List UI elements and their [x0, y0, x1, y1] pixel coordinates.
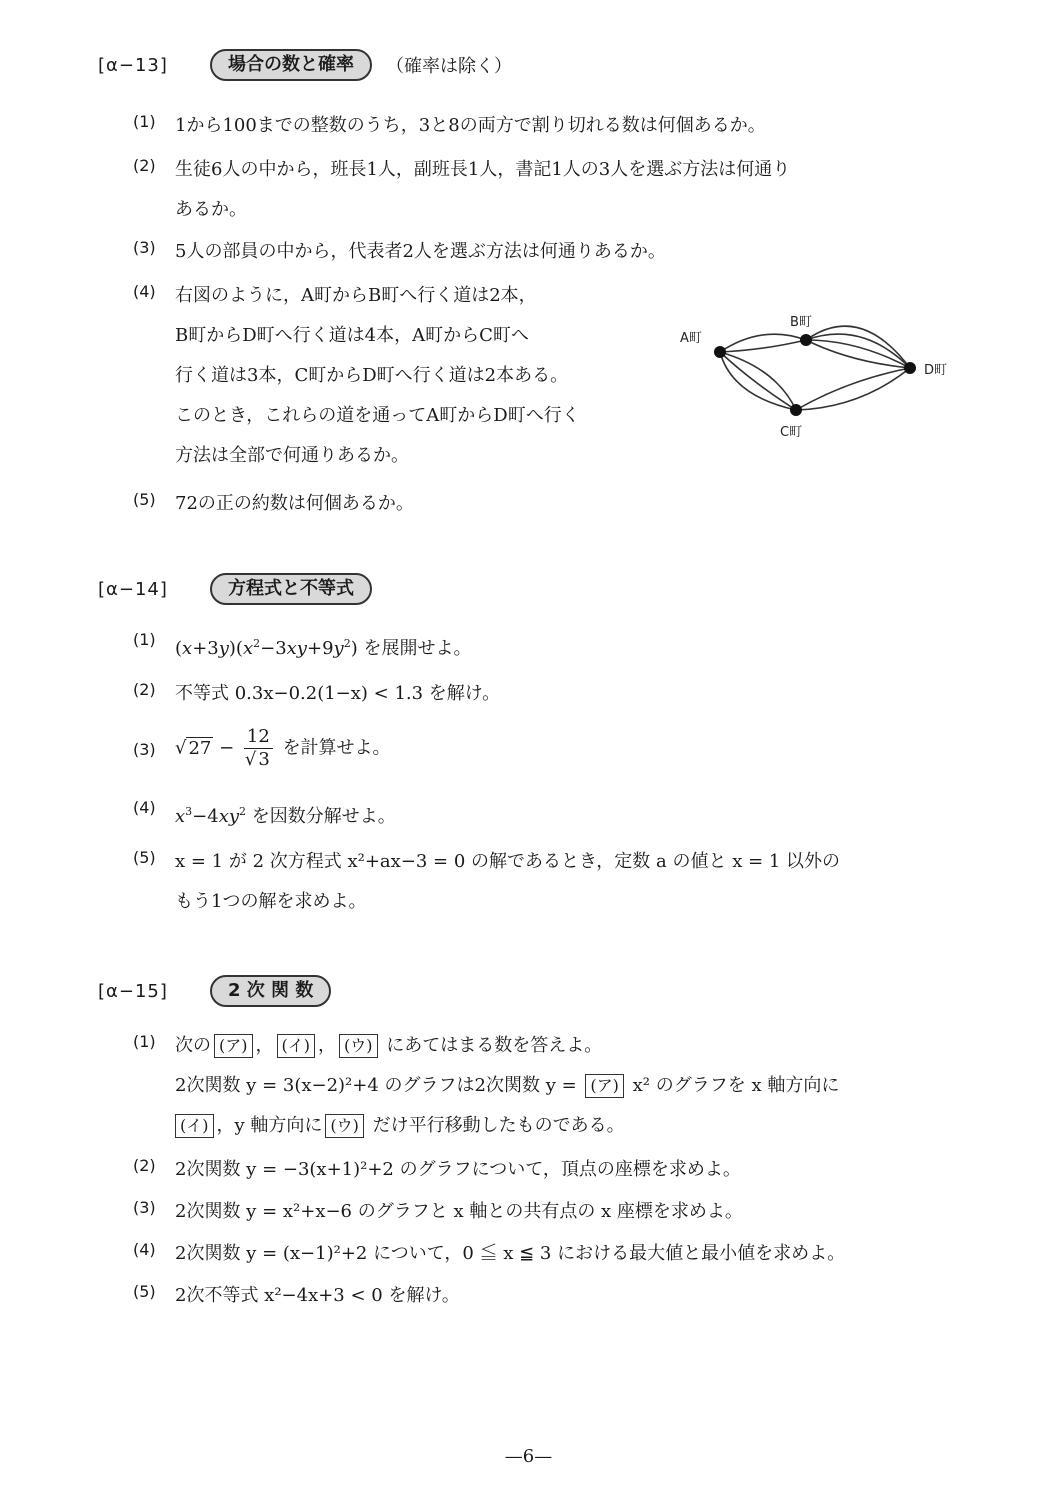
answer-box-u: (ウ) [325, 1114, 364, 1138]
answer-box-u: (ウ) [339, 1034, 378, 1058]
answer-box-i: (イ) [175, 1114, 214, 1138]
problem-number: (4) [133, 798, 156, 817]
road-c-d [796, 368, 910, 410]
section-header-15 [98, 974, 331, 1008]
problem-number: (1) [133, 112, 156, 131]
town-a-label: A町 [680, 331, 702, 346]
problem-text-tail: を計算せよ。 [282, 737, 391, 759]
problem-text: 2次関数 y = (x−1)²+2 について，0 ≦ x ≦ 3 における最大値と最小値を求めよ。 [175, 1243, 846, 1264]
answer-box-a: (ア) [214, 1034, 253, 1058]
road-c-d [796, 368, 910, 410]
road-a-b [720, 340, 806, 352]
problem-number: (1) [133, 630, 156, 649]
problem-text: $(x+3y)(x^2-3xy+9y^2)$ を展開せよ。 [175, 637, 472, 659]
answer-box-i: (イ) [277, 1034, 316, 1058]
town-c-label: C町 [780, 425, 803, 440]
problem-text: あるか。 [175, 199, 247, 220]
problem-text: このとき，これらの道を通ってA町からD町へ行く [175, 405, 580, 426]
text: x² のグラフを x 軸方向に [632, 1075, 840, 1096]
fraction-numerator: 12 [244, 726, 273, 749]
answer-box-a: (ア) [585, 1074, 624, 1098]
problem-text: 2次関数 y = x²+x−6 のグラフと x 軸との共有点の x 座標を求めよ。 [175, 1201, 743, 1222]
problem-text: 1から100までの整数のうち，3と8の両方で割り切れる数は何個あるか。 [175, 115, 766, 136]
problem-text: 5人の部員の中から，代表者2人を選ぶ方法は何通りあるか。 [175, 241, 666, 262]
town-d-node [904, 362, 916, 374]
road-network-diagram [680, 310, 970, 450]
text: にあてはまる数を答えよ。 [386, 1035, 603, 1056]
problem-number: (3) [133, 238, 156, 257]
problem-number: (3) [133, 740, 156, 759]
town-b-node [800, 334, 812, 346]
problem-number: (2) [133, 680, 156, 699]
problem-number: (4) [133, 282, 156, 301]
text: ，y 軸方向に [216, 1115, 323, 1136]
problem-number: (4) [133, 1240, 156, 1259]
town-b-label: B町 [790, 315, 812, 330]
page-number: —6— [504, 1446, 553, 1467]
problem-text: 次の (ア) ， (イ) ， (ウ) にあてはまる数を答えよ。 [175, 1035, 603, 1056]
town-c-node [790, 404, 802, 416]
problem-text: 行く道は3本，C町からD町へ行く道は2本ある。 [175, 365, 569, 386]
problem-number: (2) [133, 1156, 156, 1175]
problem-number: (5) [133, 1282, 156, 1301]
text: 次の [175, 1035, 211, 1056]
text: だけ平行移動したものである。 [372, 1115, 625, 1136]
section-header-13 [98, 48, 512, 82]
section-title: 場合の数と確率 [210, 49, 372, 81]
section-note: （確率は除く） [386, 56, 512, 77]
section-header-14 [98, 572, 372, 606]
problem-number: (2) [133, 156, 156, 175]
section-code: [α−13] [98, 54, 168, 76]
section-title: 方程式と不等式 [210, 573, 372, 605]
section-title: 2 次 関 数 [210, 975, 331, 1007]
problem-text: $x^3-4xy^2$ を因数分解せよ。 [175, 805, 396, 827]
problem-text: x = 1 が 2 次方程式 x²+ax−3 = 0 の解であるとき，定数 a の値と x = 1 以外の [175, 851, 841, 872]
problem-number: (3) [133, 1198, 156, 1217]
fraction [244, 726, 273, 771]
problem-text-tail: を因数分解せよ。 [251, 806, 396, 827]
problem-text: もう1つの解を求めよ。 [175, 891, 367, 912]
problem-text: 不等式 0.3x−0.2(1−x) < 1.3 を解け。 [175, 683, 501, 704]
problem-text [175, 1112, 975, 1152]
text: 2次関数 y = 3(x−2)²+4 のグラフは2次関数 y = [175, 1075, 577, 1096]
problem-text: 72の正の約数は何個あるか。 [175, 493, 414, 514]
problem-number: (1) [133, 1032, 156, 1051]
town-d-label: D町 [924, 363, 948, 378]
road-a-c [720, 352, 796, 410]
problem-text: B町からD町へ行く道は4本，A町からC町へ [175, 325, 529, 346]
sqrt-27: 27 [188, 737, 212, 759]
roads [720, 326, 910, 410]
problem-number: (5) [133, 490, 156, 509]
problem-text: 生徒6人の中から，班長1人，副班長1人，書記1人の3人を選ぶ方法は何通り [175, 159, 791, 180]
fraction-denominator: √ 3 [244, 749, 270, 770]
problem-text: 2次関数 y = −3(x+1)²+2 のグラフについて，頂点の座標を求めよ。 [175, 1159, 741, 1180]
section-code: [α−15] [98, 980, 168, 1002]
section-code: [α−14] [98, 578, 168, 600]
problem-text: 右図のように，A町からB町へ行く道は2本， [175, 285, 537, 306]
problem-number: (5) [133, 848, 156, 867]
problem-text-tail: を展開せよ。 [363, 638, 472, 659]
sqrt-3: 3 [258, 749, 270, 770]
problem-text: 2次不等式 x²−4x+3 < 0 を解け。 [175, 1285, 460, 1306]
page: [α−13] 場合の数と確率 （確率は除く） (1) 1から100までの整数のうち，3と8の両方で割り切れる数は何個あるか。 (2) 生徒6人の中から，班長1人，副班長1人，書記1人の3人を選ぶ方法は何通り あるか。 (3) 5人の部員の中から，代表者2人を選ぶ方法は何通りあるか。 (4) 右図のように，A町からB町へ行く道は2本， B町からD町へ行く道は4本，A町からC町へ 行く道は3本，C町からD町へ行く道は2本ある。 このとき，これらの道を通ってA町からD町へ行く 方法は全部で何通りあるか。 A町 B町 C町 D町 (5) 72の正の約数は何個あるか。 [α−14] 方程式と不等式 (1) $(x+3y)(x^2-3xy+9y^2)$ を展開せよ。 (2) 不等式 0.3x−0.2(1−x) < 1.3 を解け。 (3) √ 27 − $\frac{12}{√ 3}$ を計算せよ。 (4) $x^3-4xy^2$ を因数分解せよ。 (5) x = 1 が 2 次方程式 x²+ax−3 = 0 の解であるとき，定数 a の値と x = 1 以外の もう1つの解を求めよ。 [α−15] 2 次 関 数 (1) 次の (ア) ， (イ) ， (ウ) にあてはまる数を答えよ。 2次関数 y = 3(x−2)²+4 のグラフは2次関数 y = (ア) x² のグラフを x 軸方向に (イ) ，y 軸方向に (ウ) だけ平行移動したものである。 (2) 2次関数 y = −3(x+1)²+2 のグラフについて，頂点の座標を求めよ。 (3) 2次関数 y = x²+x−6 のグラフと x 軸との共有点の x 座標を求めよ。 (4) 2次関数 y = (x−1)²+2 について，0 ≦ x ≦ 3 における最大値と最小値を求めよ。 (5) 2次不等式 x²−4x+3 < 0 を解け。 —6— [0, 0, 1057, 1506]
road-a-c [720, 352, 796, 410]
road-a-c [720, 352, 796, 410]
town-a-node [714, 346, 726, 358]
problem-text: 方法は全部で何通りあるか。 [175, 445, 409, 466]
problem-text [175, 1072, 975, 1112]
